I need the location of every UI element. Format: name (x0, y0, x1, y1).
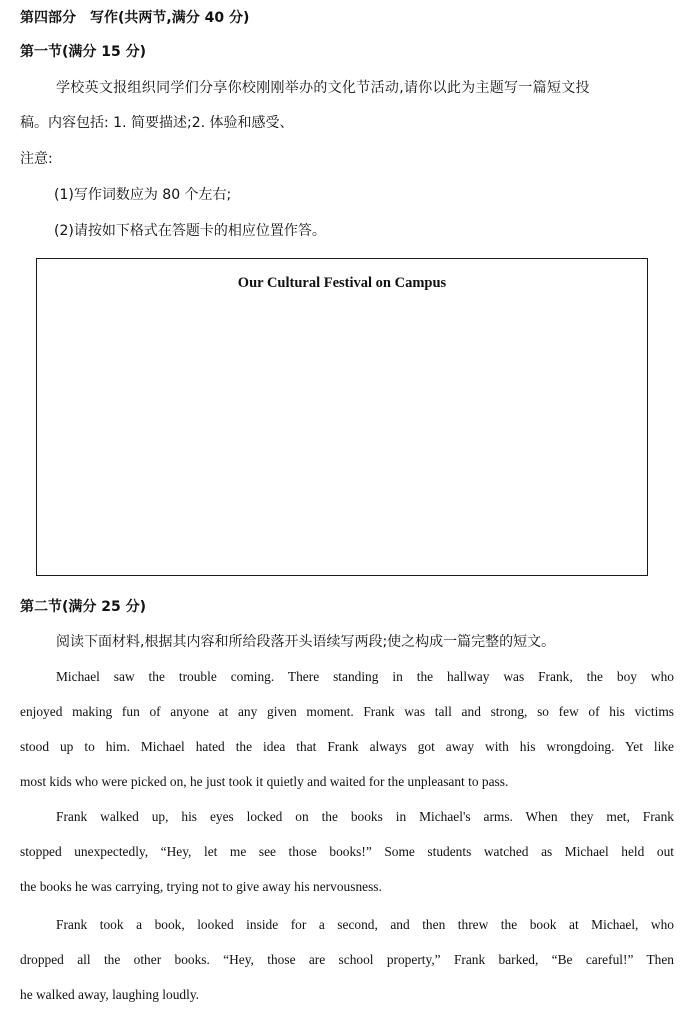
passage-line: enjoyed making fun of anyone at any given moment. Frank was tall and strong, so few of his victims (20, 704, 674, 719)
passage-line: the books he was carrying, trying not to give away his nervousness. (20, 879, 382, 894)
essay-title: Our Cultural Festival on Campus (237, 275, 447, 291)
essay-answer-box (36, 258, 648, 576)
notice-item-2: (2)请按如下格式在答题卡的相应位置作答。 (54, 223, 326, 239)
section1-prompt-line1: 学校英文报组织同学们分享你校刚刚举办的文化节活动,请你以此为主题写一篇短文投 (56, 80, 590, 96)
passage-paragraph-3 (20, 907, 674, 1012)
passage-paragraph-2 (20, 799, 674, 904)
part-title: 第四部分 写作(共两节,满分 40 分) (20, 10, 250, 26)
section2-instruction: 阅读下面材料,根据其内容和所给段落开头语续写两段;使之构成一篇完整的短文。 (56, 634, 556, 650)
passage-line: stopped unexpectedly, “Hey, let me see those books!” Some students watched as Michael held out (20, 844, 674, 859)
notice-label: 注意: (20, 151, 53, 167)
section1-title: 第一节(满分 15 分) (20, 44, 147, 60)
section2-title: 第二节(满分 25 分) (20, 599, 147, 615)
passage-line: dropped all the other books. “Hey, those are school property,” Frank barked, “Be careful!” Then (20, 952, 674, 967)
passage-line: Michael saw the trouble coming. There standing in the hallway was Frank, the boy who (56, 669, 674, 684)
passage-line: stood up to him. Michael hated the idea that Frank always got away with his wrongdoing. Yet like (20, 739, 674, 754)
notice-item-1: (1)写作词数应为 80 个左右; (54, 187, 232, 203)
passage-line: Frank walked up, his eyes locked on the books in Michael's arms. When they met, Frank (56, 809, 674, 824)
passage-line: most kids who were picked on, he just took it quietly and waited for the unpleasant to pass. (20, 774, 509, 789)
section1-prompt-line2: 稿。内容包括: 1. 简要描述;2. 体验和感受、 (20, 115, 294, 131)
passage-line: Frank took a book, looked inside for a second, and then threw the book at Michael, who (56, 917, 674, 932)
passage-line: he walked away, laughing loudly. (20, 987, 199, 1002)
passage-paragraph-1 (20, 659, 674, 799)
